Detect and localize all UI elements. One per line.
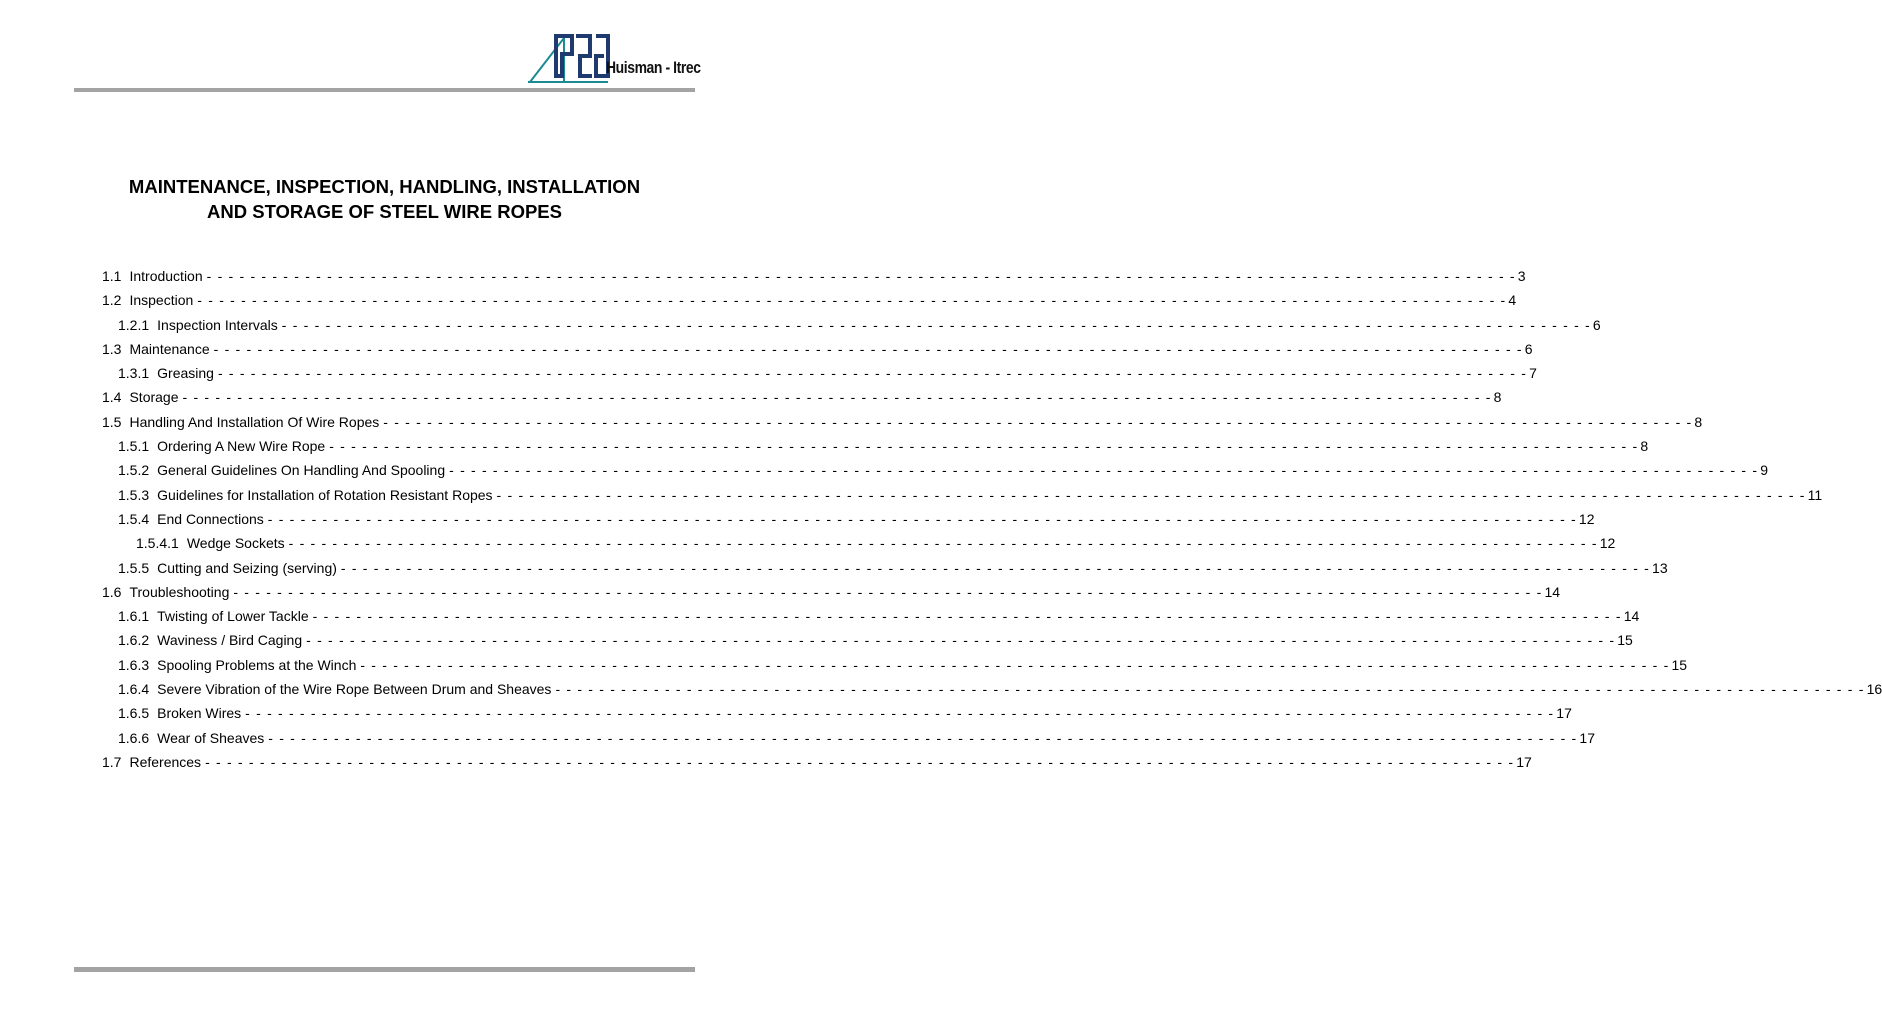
toc-dot-leader: - - - - - - - - - - - - - - - - - - - - - - - - - - - - - - - - - - - - - - - - - - - - - - - - - - - - - - - - - - - - - - - - - - - - - - - - - - - - - - - - - - - - - - - - - - - - - - - - - - - - - - - - - - - - - - - - - - - - - - - - [340, 559, 1651, 576]
toc-entry-page: 15 [1671, 656, 1688, 673]
toc-entry[interactable] [102, 288, 1517, 312]
toc-entry-title: Introduction [129, 268, 203, 284]
toc-entry-number: 1.2.1 [118, 316, 150, 333]
toc-entry-number: 1.3 [102, 340, 122, 357]
toc-entry-number: 1.5 [102, 413, 122, 430]
toc-dot-leader: - - - - - - - - - - - - - - - - - - - - - - - - - - - - - - - - - - - - - - - - - - - - - - - - - - - - - - - - - - - - - - - - - - - - - - - - - - - - - - - - - - - - - - - - - - - - - - - - - - - - - - - - - - - - - - - - - - - - - - - - [197, 292, 1507, 309]
toc-dot-leader: - - - - - - - - - - - - - - - - - - - - - - - - - - - - - - - - - - - - - - - - - - - - - - - - - - - - - - - - - - - - - - - - - - - - - - - - - - - - - - - - - - - - - - - - - - - - - - - - - - - - - - - - - - - - - - - - - - - - - - - - [206, 268, 1516, 284]
toc-entry[interactable] [102, 434, 1649, 458]
toc-entry-page: 3 [1517, 268, 1526, 284]
toc-entry-number: 1.6.2 [118, 632, 150, 649]
toc-dot-leader: - - - - - - - - - - - - - - - - - - - - - - - - - - - - - - - - - - - - - - - - - - - - - - - - - - - - - - - - - - - - - - - - - - - - - - - - - - - - - - - - - - - - - - - - - - - - - - - - - - - - - - - - - - - - - - - - - - - - - - - - [312, 608, 1622, 625]
toc-dot-leader: - - - - - - - - - - - - - - - - - - - - - - - - - - - - - - - - - - - - - - - - - - - - - - - - - - - - - - - - - - - - - - - - - - - - - - - - - - - - - - - - - - - - - - - - - - - - - - - - - - - - - - - - - - - - - - - - - - - - - - - - [496, 486, 1806, 503]
toc-entry-title: Maintenance [129, 340, 210, 357]
toc-entry-title: Inspection Intervals [157, 316, 278, 333]
title-line-2: AND STORAGE OF STEEL WIRE ROPES [207, 201, 562, 222]
toc-dot-leader: - - - - - - - - - - - - - - - - - - - - - - - - - - - - - - - - - - - - - - - - - - - - - - - - - - - - - - - - - - - - - - - - - - - - - - - - - - - - - - - - - - - - - - - - - - - - - - - - - - - - - - - - - - - - - - - - - - - - - - - - [288, 535, 1598, 552]
toc-entry-number: 1.4 [102, 389, 122, 406]
toc-entry[interactable] [102, 726, 1595, 750]
toc-entry-title: Inspection [129, 292, 194, 309]
toc-entry-page: 8 [1640, 438, 1649, 455]
toc-entry-page: 9 [1760, 462, 1769, 479]
toc-entry-page: 11 [1807, 486, 1823, 503]
toc-entry-title: Storage [129, 389, 179, 406]
toc-entry-title: Spooling Problems at the Winch [157, 656, 357, 673]
toc-entry-title: Ordering A New Wire Rope [157, 438, 326, 455]
toc-entry-title: Broken Wires [157, 705, 242, 722]
toc-entry-number: 1.6.4 [118, 681, 150, 698]
toc-entry-page: 16 [1866, 681, 1882, 698]
document-title [74, 174, 695, 224]
toc-entry-title: Cutting and Seizing (serving) [157, 559, 337, 576]
toc-entry-number: 1.2 [102, 292, 122, 309]
toc-entry-number: 1.5.3 [118, 486, 150, 503]
toc-dot-leader: - - - - - - - - - - - - - - - - - - - - - - - - - - - - - - - - - - - - - - - - - - - - - - - - - - - - - - - - - - - - - - - - - - - - - - - - - - - - - - - - - - - - - - - - - - - - - - - - - - - - - - - - - - - - - - - - - - - - - - - - [555, 681, 1865, 698]
toc-dot-leader: - - - - - - - - - - - - - - - - - - - - - - - - - - - - - - - - - - - - - - - - - - - - - - - - - - - - - - - - - - - - - - - - - - - - - - - - - - - - - - - - - - - - - - - - - - - - - - - - - - - - - - - - - - - - - - - - - - - - - - - - [306, 632, 1616, 649]
toc-entry-number: 1.6.3 [118, 656, 150, 673]
header-rule [74, 88, 695, 92]
toc-entry-page: 17 [1579, 729, 1595, 746]
toc-entry-page: 14 [1623, 608, 1640, 625]
toc-entry-number: 1.3.1 [118, 365, 150, 382]
toc-entry-page: 17 [1516, 753, 1532, 770]
toc-entry-title: Twisting of Lower Tackle [157, 608, 309, 625]
toc-entry-page: 14 [1544, 583, 1561, 600]
toc-entry-page: 17 [1556, 705, 1572, 722]
toc-entry-page: 15 [1617, 632, 1633, 649]
toc-entry-page: 4 [1508, 292, 1517, 309]
toc-entry-number: 1.6.6 [118, 729, 150, 746]
footer-rule [74, 967, 695, 972]
toc-dot-leader: - - - - - - - - - - - - - - - - - - - - - - - - - - - - - - - - - - - - - - - - - - - - - - - - - - - - - - - - - - - - - - - - - - - - - - - - - - - - - - - - - - - - - - - - - - - - - - - - - - - - - - - - - - - - - - - - - - - - - - - - [233, 583, 1543, 600]
toc-entry-page: 12 [1599, 535, 1616, 552]
toc-entry[interactable] [102, 264, 1526, 288]
toc-entry-title: Wear of Sheaves [157, 729, 265, 746]
toc-entry-page: 8 [1694, 413, 1703, 430]
toc-entry-number: 1.5.4.1 [136, 535, 179, 552]
toc-dot-leader: - - - - - - - - - - - - - - - - - - - - - - - - - - - - - - - - - - - - - - - - - - - - - - - - - - - - - - - - - - - - - - - - - - - - - - - - - - - - - - - - - - - - - - - - - - - - - - - - - - - - - - - - - - - - - - - - - - - - - - - - [449, 462, 1759, 479]
toc-entry-page: 12 [1578, 510, 1595, 527]
toc-entry[interactable] [102, 483, 1823, 507]
title-line-1: MAINTENANCE, INSPECTION, HANDLING, INSTALLATION [128, 176, 641, 197]
toc-entry-number: 1.6 [102, 583, 122, 600]
toc-entry-page: 13 [1652, 559, 1668, 576]
toc-dot-leader: - - - - - - - - - - - - - - - - - - - - - - - - - - - - - - - - - - - - - - - - - - - - - - - - - - - - - - - - - - - - - - - - - - - - - - - - - - - - - - - - - - - - - - - - - - - - - - - - - - - - - - - - - - - - - - - - - - - - - - - - [182, 389, 1492, 406]
toc-entry[interactable] [102, 628, 1633, 652]
toc-entry-page: 7 [1529, 365, 1537, 382]
toc-entry-number: 1.5.2 [118, 462, 150, 479]
toc-entry-title: Greasing [157, 365, 214, 382]
toc-dot-leader: - - - - - - - - - - - - - - - - - - - - - - - - - - - - - - - - - - - - - - - - - - - - - - - - - - - - - - - - - - - - - - - - - - - - - - - - - - - - - - - - - - - - - - - - - - - - - - - - - - - - - - - - - - - - - - - - - - - - - - - - [329, 438, 1639, 455]
toc-entry-number: 1.7 [102, 753, 122, 770]
toc-entry-title: Handling And Installation Of Wire Ropes [129, 413, 380, 430]
toc-entry[interactable] [102, 531, 1616, 555]
toc-entry[interactable] [102, 337, 1533, 361]
toc-entry[interactable] [102, 701, 1572, 725]
toc-entry-number: 1.6.5 [118, 705, 150, 722]
table-of-contents [102, 264, 1882, 774]
toc-entry[interactable] [102, 385, 1502, 409]
toc-entry-page: 6 [1524, 340, 1533, 357]
toc-entry-number: 1.6.1 [118, 608, 150, 625]
toc-dot-leader: - - - - - - - - - - - - - - - - - - - - - - - - - - - - - - - - - - - - - - - - - - - - - - - - - - - - - - - - - - - - - - - - - - - - - - - - - - - - - - - - - - - - - - - - - - - - - - - - - - - - - - - - - - - - - - - - - - - - - - - - [205, 753, 1515, 770]
toc-entry[interactable] [102, 507, 1595, 531]
logo-wordmark: Huisman - Itrec [606, 58, 701, 77]
toc-dot-leader: - - - - - - - - - - - - - - - - - - - - - - - - - - - - - - - - - - - - - - - - - - - - - - - - - - - - - - - - - - - - - - - - - - - - - - - - - - - - - - - - - - - - - - - - - - - - - - - - - - - - - - - - - - - - - - - - - - - - - - - - [267, 510, 1577, 527]
toc-entry-title: Wedge Sockets [186, 535, 285, 552]
toc-dot-leader: - - - - - - - - - - - - - - - - - - - - - - - - - - - - - - - - - - - - - - - - - - - - - - - - - - - - - - - - - - - - - - - - - - - - - - - - - - - - - - - - - - - - - - - - - - - - - - - - - - - - - - - - - - - - - - - - - - - - - - - - [245, 705, 1555, 722]
toc-entry-title: Waviness / Bird Caging [157, 632, 303, 649]
toc-entry-page: 8 [1493, 389, 1502, 406]
toc-entry-number: 1.5.4 [118, 510, 150, 527]
toc-dot-leader: - - - - - - - - - - - - - - - - - - - - - - - - - - - - - - - - - - - - - - - - - - - - - - - - - - - - - - - - - - - - - - - - - - - - - - - - - - - - - - - - - - - - - - - - - - - - - - - - - - - - - - - - - - - - - - - - - - - - - - - - [213, 340, 1523, 357]
toc-entry[interactable] [102, 604, 1640, 628]
toc-entry-page: 6 [1592, 316, 1601, 333]
toc-dot-leader: - - - - - - - - - - - - - - - - - - - - - - - - - - - - - - - - - - - - - - - - - - - - - - - - - - - - - - - - - - - - - - - - - - - - - - - - - - - - - - - - - - - - - - - - - - - - - - - - - - - - - - - - - - - - - - - - - - - - - - - - [383, 413, 1693, 430]
toc-entry-title: Troubleshooting [129, 583, 230, 600]
toc-entry[interactable] [102, 458, 1769, 482]
toc-entry-title: Guidelines for Installation of Rotation Resistant Ropes [157, 486, 493, 503]
toc-entry-title: Severe Vibration of the Wire Rope Between Drum and Sheaves [157, 681, 552, 698]
toc-entry[interactable] [102, 677, 1882, 701]
toc-entry-number: 1.1 [102, 268, 122, 284]
toc-entry[interactable] [102, 750, 1532, 774]
toc-entry[interactable] [102, 313, 1601, 337]
toc-entry[interactable] [102, 361, 1537, 385]
toc-entry-title: End Connections [157, 510, 264, 527]
toc-dot-leader: - - - - - - - - - - - - - - - - - - - - - - - - - - - - - - - - - - - - - - - - - - - - - - - - - - - - - - - - - - - - - - - - - - - - - - - - - - - - - - - - - - - - - - - - - - - - - - - - - - - - - - - - - - - - - - - - - - - - - - - - [360, 656, 1670, 673]
toc-dot-leader: - - - - - - - - - - - - - - - - - - - - - - - - - - - - - - - - - - - - - - - - - - - - - - - - - - - - - - - - - - - - - - - - - - - - - - - - - - - - - - - - - - - - - - - - - - - - - - - - - - - - - - - - - - - - - - - - - - - - - - - - [281, 316, 1591, 333]
toc-entry-title: General Guidelines On Handling And Spooling [157, 462, 446, 479]
toc-entry[interactable] [102, 410, 1703, 434]
toc-entry[interactable] [102, 556, 1668, 580]
toc-dot-leader: - - - - - - - - - - - - - - - - - - - - - - - - - - - - - - - - - - - - - - - - - - - - - - - - - - - - - - - - - - - - - - - - - - - - - - - - - - - - - - - - - - - - - - - - - - - - - - - - - - - - - - - - - - - - - - - - - - - - - - - - [217, 365, 1528, 382]
toc-entry-number: 1.5.5 [118, 559, 150, 576]
toc-dot-leader: - - - - - - - - - - - - - - - - - - - - - - - - - - - - - - - - - - - - - - - - - - - - - - - - - - - - - - - - - - - - - - - - - - - - - - - - - - - - - - - - - - - - - - - - - - - - - - - - - - - - - - - - - - - - - - - - - - - - - - - - [268, 729, 1578, 746]
toc-entry-number: 1.5.1 [118, 438, 150, 455]
toc-entry-title: References [129, 753, 202, 770]
toc-entry[interactable] [102, 580, 1561, 604]
toc-entry[interactable] [102, 653, 1688, 677]
